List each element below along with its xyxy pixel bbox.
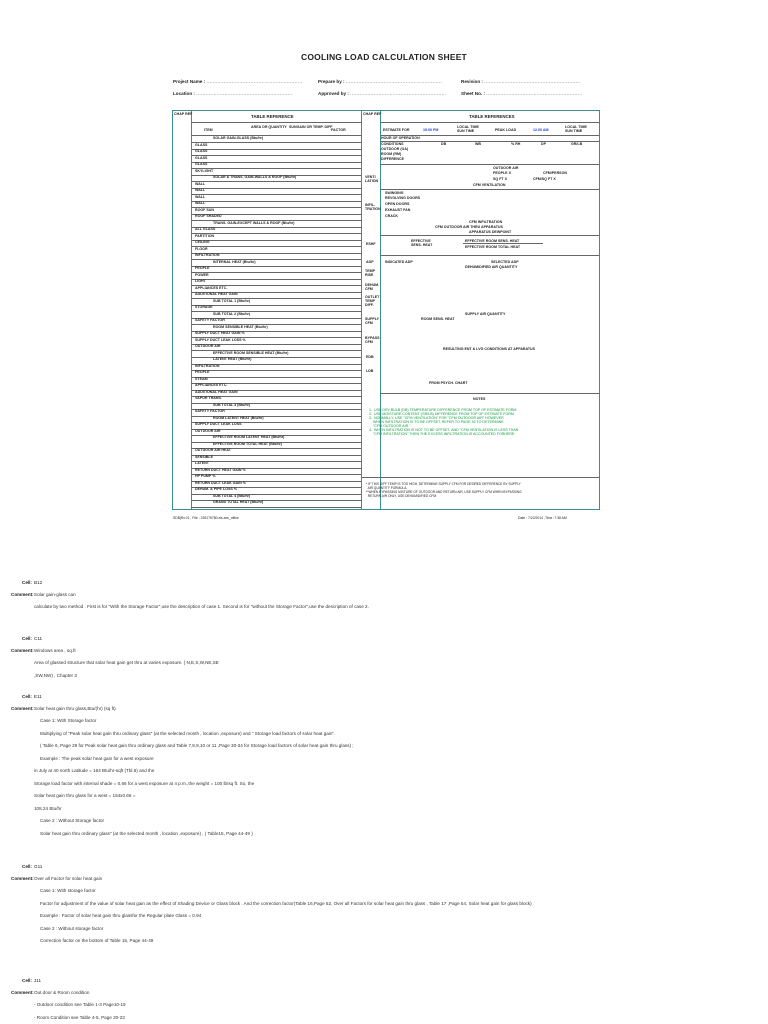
- cell-ref: E11: [34, 694, 42, 699]
- outlet-temp-diff: OUTLET TEMP DIFF.: [365, 295, 380, 307]
- left-table-reference: TABLE REFERENCE: [251, 114, 294, 119]
- comment-line: ( Table 6, Page 29 for Peak solar heat gain thru ordinary glass and Table 7,8,9,10 or 11 ,Page 30-34 for Storage load factors of solar heat gain thru glass) ;: [40, 743, 354, 748]
- left-row-label: SUPPLY DUCT LEAK LOSS: [195, 422, 242, 427]
- cfm-person: CFM/PERSON: [543, 171, 567, 175]
- left-row-label: GLASS: [195, 162, 208, 167]
- left-row-label: SOLAR & TRANS. GAIN-WALLS & ROOF (Btu/hr): [213, 175, 297, 180]
- comment-label: Comment:: [11, 592, 34, 597]
- comment-line: Case 1: With storage factor: [40, 888, 96, 893]
- comment-label: Comment:: [11, 706, 34, 711]
- note-line: "CFM INFILTRATION" THEN THE EXCESS INFILTRATION IS ACCOUNTED FORHERE.: [369, 432, 516, 436]
- selected-adp: SELECTED ADP: [491, 260, 519, 264]
- comment-line: Out door & Room condition: [34, 990, 90, 995]
- comment-line: Example : Factor of solar heat gain thru glassfor the Regular plate Glass = 0.94: [40, 913, 202, 918]
- effective-room-sens: EFFECTIVE ROOM SENS. HEAT: [465, 239, 520, 243]
- note-line: 4. WHEN INFILTRATION IS NOT TO BE OFFSET, AND "CFM VENTILATION IS LESS THAN: [369, 428, 519, 432]
- col-sungain: SUNGAIN OR TEMP. DIFF: [289, 125, 333, 129]
- cond-col-db: DB: [441, 142, 447, 146]
- left-chap-ref: CHAP REF: [174, 112, 193, 116]
- cond-col-grlb: GR/LB: [571, 142, 583, 146]
- cond-difference: DIFFERENCE: [381, 157, 404, 161]
- left-row-label: SAFETY FACTOR: [195, 409, 225, 414]
- left-row-label: INFILTRATION: [195, 253, 220, 258]
- cell-label: Cell:: [22, 694, 32, 699]
- notes-list: [369, 408, 597, 436]
- comment-line: calculate by two method . First is for "With the Storage Factor",use the description of case 1. Second is for "without the Storage Factor",use the description of case 2.: [34, 604, 369, 609]
- left-row-label: INFILTRATION: [195, 363, 220, 368]
- prepare-by-field: Prepare by : .............................................................: [318, 79, 442, 84]
- left-row-label: ROOM SENSIBLE HEAT (Btu/hr): [213, 324, 268, 329]
- effective-sens-heat: EFFECTIVE SENS. HEAT: [411, 239, 433, 247]
- notes-title: NOTES: [473, 397, 486, 401]
- comment-line: Correction factor on the bottom of Table 15, Page 44-49: [40, 938, 154, 943]
- dehum-cfm: DEHUM. CFM: [365, 283, 380, 291]
- col-factor: FACTOR: [331, 128, 346, 132]
- footnotes-list: [366, 482, 596, 498]
- left-row-label: SKYLIGHT: [195, 168, 214, 173]
- left-row-label: WALL: [195, 181, 206, 186]
- cell-label: Cell:: [22, 864, 32, 869]
- left-row-label: PEOPLE: [195, 266, 210, 271]
- col-area: AREA OR QUANTITY: [251, 125, 287, 129]
- left-row-label: SOLAR GAIN-GLASS (Btu/hr): [213, 136, 264, 140]
- local-time-1: LOCAL TIME SUN TIME: [457, 125, 479, 133]
- peak-time: 12.00 AM: [533, 128, 549, 132]
- left-row-label: ROOF SUN: [195, 207, 214, 212]
- comment-line: Area of glassed structure that solar heat gain get thru at varies exposure. ( N,E,S,W,NE,SE: [34, 660, 219, 665]
- comment-line: Example : The peak solar heat gain for a west exposure: [40, 755, 154, 761]
- left-row-label: LATENT: [195, 461, 209, 466]
- comment-line: ,SW,NW) , Chapter 3: [34, 672, 77, 678]
- left-row-label: TRANS. GAIN-EXCEPT WALLS & ROOF (Btu/hr): [213, 220, 295, 225]
- footnote-line: AIR QUANTITY FORMULA.: [366, 486, 408, 490]
- left-row-label: FLOOR: [195, 246, 208, 251]
- location-field: Location : .............................................................: [173, 91, 293, 96]
- supply-cfm: SUPPLY CFM: [365, 317, 379, 325]
- left-row-label: SUB TOTAL 4 (Btu/hr): [213, 493, 251, 498]
- eshf-label: ESHF: [366, 242, 376, 246]
- left-row-label: SAFETY FACTOR: [195, 318, 225, 323]
- left-row-label: OUTDOOR AIR: [195, 428, 221, 433]
- right-chap-ref: CHAP REF: [363, 112, 382, 116]
- cfm-outdoor-thru: CFM OUTDOOR AIR THRU APPARATUS: [435, 225, 503, 229]
- comment-line: - Room Condition see Table 4-5, Page 20-23: [34, 1014, 125, 1020]
- left-row-label: SUB TOTAL 1 (Btu/hr): [213, 298, 251, 303]
- exhaust-fan: EXHAUST FAN: [385, 208, 411, 212]
- right-table-references: TABLE REFERENCES: [469, 114, 515, 119]
- left-row-label: ROOF SHADED: [195, 214, 222, 219]
- cfm-infiltration: CFM INFILTRATION: [469, 220, 503, 224]
- footer-date: Date : 7/22/2014 ,Time :7:38 AM: [518, 516, 567, 520]
- revolving-doors: REVOLVING DOORS: [385, 196, 421, 200]
- note-line: 1. USE DRY-BULB (DB) TEMPERATURE DIFFERENCE FROM TOP OF ESTIMATE FORM.: [369, 408, 518, 412]
- vent-label: VENTI LATION: [365, 175, 379, 183]
- cond-col-dp: DP: [541, 142, 546, 146]
- infil-label: INFIL- TRATION: [365, 203, 381, 211]
- page-title: COOLING LOAD CALCULATION SHEET: [301, 52, 467, 62]
- comment-line: - Outdoor condition see Table 1-3 Page10-19: [34, 1002, 126, 1007]
- cell-ref: J11: [34, 978, 42, 983]
- left-row-label: HP PUMP %: [195, 474, 216, 479]
- supply-air-qty: SUPPLY AIR QUANTITY: [465, 312, 506, 316]
- cell-ref: B12: [34, 580, 43, 585]
- left-row-label: SUPPLY DUCT HEAT GAIN %: [195, 331, 245, 336]
- estimate-for-label: ESTIMATE FOR: [383, 128, 410, 132]
- peak-load-label: PEAK LOAD: [495, 128, 517, 132]
- comment-line: Solar heat gain thru glass,Btu/(hr) (sq ft): [34, 706, 116, 711]
- hour-of-operation: HOUR OF OPERATION: [381, 136, 420, 140]
- left-row-label: SUB TOTAL 2 (Btu/hr): [213, 311, 251, 316]
- left-row-label: LATENT HEAT (Btu/hr): [213, 357, 252, 362]
- project-name-field: Project Name : .............................................................: [173, 79, 303, 84]
- cell-ref: G11: [34, 864, 43, 869]
- left-row-label: WALL: [195, 194, 206, 199]
- approved-by-field: Approved by : .............................................................: [318, 91, 447, 96]
- left-row-label: ALL GLASS: [195, 227, 216, 232]
- left-row-label: LIGHT: [195, 279, 206, 284]
- left-row-label: PEOPLE: [195, 370, 210, 375]
- cond-col-wb: WB: [475, 142, 481, 146]
- comment-line: 108.24 Btu/hr: [34, 805, 62, 811]
- note-line: WHEN INFILTRATION IS TO BE OFFSET, REFER TO PAGE 92 TO DETERMINE: [369, 420, 504, 424]
- comment-line: Over all Factor for solar heat gain: [34, 876, 103, 881]
- resulting-conditions: RESULTING ENT & LVG CONDITIONS AT APPARATUS: [443, 347, 536, 351]
- cell-label: Cell:: [22, 978, 32, 983]
- bypass-cfm: BYPASS CFM: [365, 336, 380, 344]
- left-row-label: INTERNAL HEAT (Btu/hr): [213, 259, 256, 264]
- footer-file: SDB|Rv.01 , File : 239175780.xls.xes_office: [173, 516, 239, 520]
- comment-label: Comment:: [11, 648, 34, 653]
- dehumidified-qty: DEHUMIDIFIED AIR QUANTITY: [465, 265, 518, 269]
- estimate-time: 15.00 PM: [423, 128, 439, 132]
- cond-room: ROOM (RM): [381, 152, 402, 156]
- right-chap-column: [362, 111, 381, 509]
- sq-ft-x: SQ FT X: [493, 177, 507, 181]
- footnote-line: * IF THIS DIFF TEMP IS TOO HIGH, DETERMINE SUPPLY CFM FOR DESIRED DIFFERENCE BY SUPPLY: [366, 482, 521, 486]
- left-row-label: DEHUM. & PIPE LOSS %: [195, 487, 237, 492]
- sheet-no-field: Sheet No. : .............................................................: [461, 91, 583, 96]
- left-row-label: WALL: [195, 201, 206, 206]
- left-row-label: ADDITIONAL HEAT GAIN: [195, 389, 238, 394]
- swinging: SWINGING: [385, 191, 404, 195]
- revision-field: Revision : .............................................................: [461, 79, 581, 84]
- left-row-label: RETURN DUCT HEAT GAIN %: [195, 467, 246, 472]
- outdoor-air-heading: OUTDOOR AIR: [493, 166, 519, 170]
- left-row-label: SENSIBLE: [195, 454, 213, 459]
- left-row-label: ROOM LATENT HEAT (Btu/hr): [213, 415, 264, 420]
- apparatus-dewpoint: APPARATUS DEWPOINT: [469, 230, 512, 234]
- col-item: ITEM: [204, 128, 213, 132]
- comment-line: in July at 40 north Latitude = 164 Btu/hr-sqft (Tbl.6) and the: [34, 768, 155, 773]
- ldb-label: LDB: [366, 369, 374, 373]
- left-row-label: WALL: [195, 188, 206, 193]
- comment-label: Comment:: [11, 876, 34, 881]
- cond-outdoor: OUTDOOR (OA): [381, 147, 409, 151]
- comment-line: Solar heat gain thru ordinary glass" (at the selected month , location ,exposure) , ( Table15, Page 44-49 ): [40, 830, 253, 836]
- left-row-label: RETURN DUCT LEAK GAIN %: [195, 480, 246, 485]
- left-row-label: PARTITION: [195, 233, 215, 238]
- left-row-label: APPLIANCES ETC.: [195, 285, 228, 290]
- people-x: PEOPLE X: [493, 171, 511, 175]
- comment-line: Windows area , sq.ft: [34, 648, 76, 653]
- adp-label: ADP: [366, 260, 374, 264]
- left-row-label: GLASS: [195, 149, 208, 154]
- left-row-label: SUPPLY DUCT LEAK LOSS %: [195, 337, 246, 342]
- left-row-label: SUB TOTAL 3 (Btu/hr): [213, 402, 251, 407]
- from-psych-chart: FROM PSYCH. CHART: [429, 381, 468, 385]
- left-chap-column: [173, 111, 192, 509]
- left-row-label: CEILING: [195, 240, 210, 245]
- footnote-line: **WHEN BYPASSING MIXTURE OF OUTDOOR AND RETURN AIR, USE SUPPLY CFM WHEN BYPASSING: [366, 490, 522, 494]
- cell-ref: C11: [34, 636, 43, 641]
- left-row-label: VAPOR TRANS.: [195, 396, 222, 401]
- cond-col-rh: % RH: [511, 142, 521, 146]
- comment-line: Factor for adjustment of the value of solar heat gain as the effect of Shading Device or Glass block . And the correction factor(Table 16,Page 52, Over all Factors for solar heat gain thru glass , Table 17 ,Page 54, Solar heat gain for glass block): [40, 900, 532, 906]
- left-row-label: APPLIANCES ETC.: [195, 383, 228, 388]
- left-row-label: EFFECTIVE ROOM SENSIBLE HEAT (Btu/hr): [213, 350, 289, 355]
- edb-label: EDB: [366, 355, 374, 359]
- left-row-label: GLASS: [195, 155, 208, 160]
- left-row-label: STEAM: [195, 376, 208, 381]
- cond-conditions: CONDITIONS: [381, 142, 404, 146]
- cell-label: Cell:: [22, 580, 32, 585]
- cfm-ventilation: CFM VENTILATION: [473, 183, 506, 187]
- left-row-label: EFFECTIVE ROOM TOTAL HEAT (Btu/hr): [213, 441, 283, 446]
- comment-line: Solar heat gain thru glass for a west = 164x0.66 =: [34, 793, 136, 798]
- comment-line: Solar gain-glass can: [34, 592, 76, 597]
- left-row-label: POWER: [195, 272, 209, 277]
- note-line: "CFM OUTDOOR AIR.": [369, 424, 411, 428]
- temp-rise: TEMP RISE: [365, 269, 375, 277]
- crack: CRACK: [385, 214, 398, 218]
- cell-label: Cell:: [22, 636, 32, 641]
- comment-line: Case 1: With Storage factor: [40, 718, 97, 723]
- comment-line: Multiplying of "Peak solar heat gain thru ordinary glass" (at the selected month , location ,exposure) and " Storage load factors of solar heat gain".: [40, 730, 336, 736]
- comment-line: Case 2 : Without Storage factor: [40, 818, 105, 823]
- left-row-label: ADDITIONAL HEAT GAIN: [195, 292, 238, 297]
- open-doors: OPEN DOORS: [385, 202, 410, 206]
- left-row-label: EFFECTIVE ROOM LATENT HEAT (Btu/hr): [213, 435, 285, 440]
- left-row-label: OUTDOOR AIR: [195, 344, 221, 349]
- left-row-label: OUTDOOR AIR HEAT: [195, 448, 231, 453]
- comment-line: Case 2 : Without storage factor: [40, 925, 104, 931]
- footnote-line: RETURN AIR ONLY, USE DEHUMIDIFIED CFM.: [366, 494, 437, 498]
- comment-label: Comment:: [11, 990, 34, 995]
- room-sens-heat: ROOM SENS. HEAT: [421, 317, 455, 321]
- load-sheet-table: [172, 110, 600, 510]
- indicated-adp: INDICATED ADP: [385, 260, 413, 264]
- note-line: 3. NORMALLY, USE "CFM VENTILATION" FOR "CFM OUTDOOR AIR" HOWEVER: [369, 416, 504, 420]
- comment-line: Storage load factor with internal shade = 0.66 for a west exposure at 4 p.m.,the weight = 100 lb/sq ft. So, the: [34, 780, 255, 786]
- effective-room-total: EFFECTIVE ROOM TOTAL HEAT: [465, 245, 521, 249]
- left-row-label: GRAND TOTAL HEAT (Btu/hr): [213, 500, 264, 505]
- local-time-2: LOCAL TIME SUN TIME: [565, 125, 587, 133]
- left-row-label: GLASS: [195, 142, 208, 147]
- left-row-label: STORAGE: [195, 305, 213, 310]
- note-line: 2. USE MOISTURE CONTENT (GR/LB) DIFFERENCE FROM TOP OF ESTIMATE FORM.: [369, 412, 515, 416]
- cfm-sq-ft: CFM/SQ FT X: [533, 177, 556, 181]
